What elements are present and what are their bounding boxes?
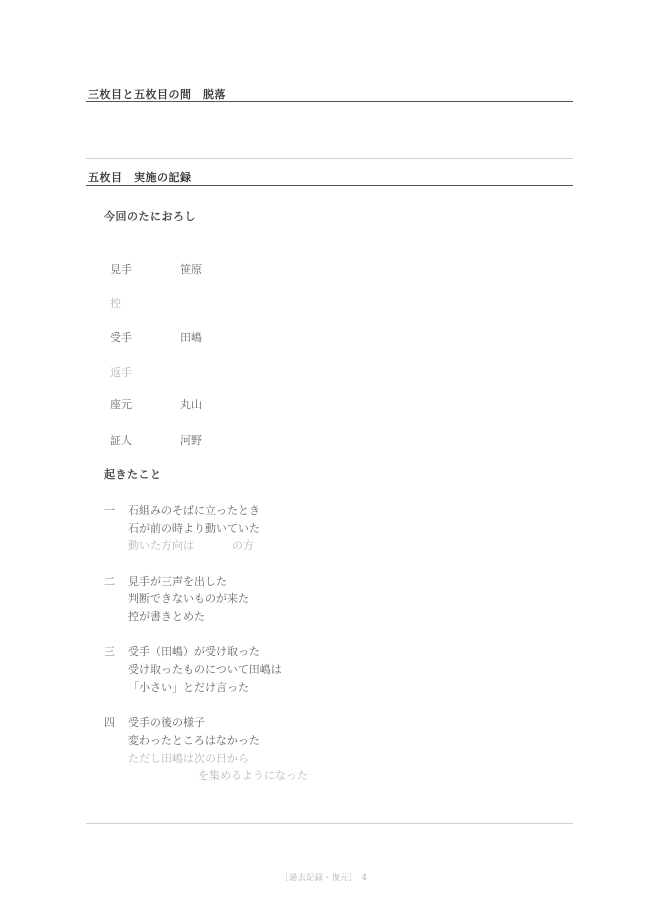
event-number: 二 — [104, 575, 115, 588]
event-line: 動いた方向は — [128, 539, 194, 552]
role-name: 田嶋 — [180, 331, 202, 344]
event-line: 受手（田嶋）が受け取った — [128, 645, 260, 658]
role-name: 河野 — [180, 434, 202, 447]
role-name: 笹原 — [180, 263, 202, 276]
event-line: を集めるようになった — [198, 769, 308, 782]
event-line: 受手の後の様子 — [128, 716, 205, 729]
section-rule — [86, 185, 573, 186]
event-line: ただし田嶋は次の日から — [128, 752, 249, 765]
event-line: 判断できないものが来た — [128, 592, 249, 605]
event-number: 一 — [104, 504, 115, 517]
role-label: 座元 — [110, 398, 132, 411]
subhead-participants: 今回のたにおろし — [104, 210, 196, 223]
section-title-missing: 三枚目と五枚目の間 脱落 — [88, 88, 226, 101]
subhead-events: 起きたこと — [104, 468, 162, 481]
role-label: 受手 — [110, 331, 132, 344]
event-line: 受け取ったものについて田嶋は — [128, 663, 282, 676]
event-line: 石が前の時より動いていた — [128, 522, 260, 535]
role-label: 見手 — [110, 263, 132, 276]
event-number: 四 — [104, 716, 115, 729]
event-number: 三 — [104, 645, 115, 658]
section-title-fifth: 五枚目 実施の記録 — [88, 171, 192, 184]
event-line: 見手が三声を出した — [128, 575, 227, 588]
role-name: 丸山 — [180, 398, 202, 411]
role-label: 証人 — [110, 434, 132, 447]
event-gap-word: の方 — [232, 539, 254, 552]
role-label: 控 — [110, 297, 121, 310]
event-line: 変わったところはなかった — [128, 734, 260, 747]
role-label: 返手 — [110, 366, 132, 379]
event-line: 石組みのそばに立ったとき — [128, 504, 260, 517]
section-rule — [86, 101, 573, 102]
divider — [86, 823, 573, 824]
divider — [86, 158, 573, 159]
event-line: 控が書きとめた — [128, 610, 205, 623]
page-footer: ［過去記録・復元］ 4 — [280, 873, 368, 882]
event-line: 「小さい」とだけ言った — [128, 681, 249, 694]
